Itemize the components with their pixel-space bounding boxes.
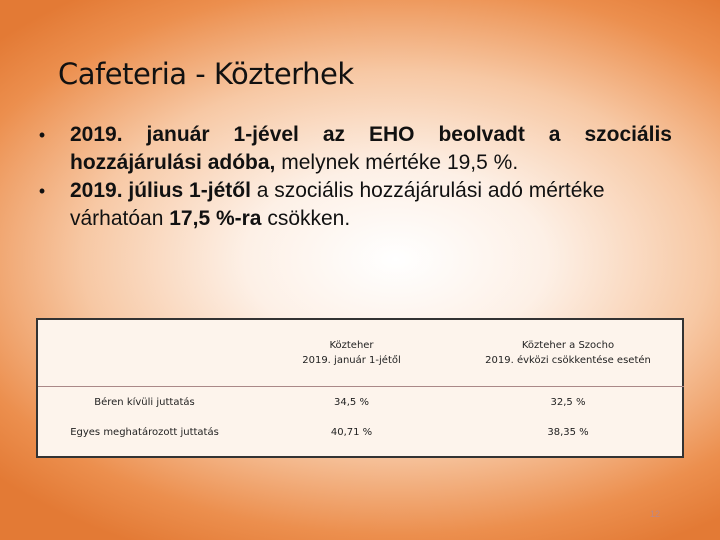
table-row <box>38 417 684 447</box>
page-number: 12 <box>650 509 661 519</box>
table-header-szocho <box>452 320 684 387</box>
bullet-1-bold: 2019. január 1-jével az EHO beolvadt a szociális hozzájárulási adóba, <box>70 123 672 174</box>
table-header-jan <box>251 320 452 387</box>
cell-value-jan: 40,71 % <box>330 426 373 438</box>
bullet-list <box>32 121 672 233</box>
bullet-2-bold-date: 2019. július 1-jétől <box>70 179 251 202</box>
table-row <box>38 387 684 418</box>
header-jan-line1: Közteher <box>329 340 374 351</box>
bullet-marker: • <box>38 181 46 201</box>
cell-value-jan: 34,5 % <box>334 396 369 408</box>
cell-value-szocho: 38,35 % <box>547 426 589 438</box>
cell-value-szocho: 32,5 % <box>550 396 586 408</box>
table-header-row <box>38 320 684 387</box>
header-jan-line2: 2019. január 1-jétől <box>302 355 401 366</box>
bullet-marker: • <box>38 125 46 145</box>
bullet-2-tail: csökken. <box>261 207 351 230</box>
table-header-empty <box>38 320 251 387</box>
row-label: Egyes meghatározott juttatás <box>70 426 219 438</box>
bullet-1-text: melynek mértéke 19,5 %. <box>275 151 519 174</box>
tax-table-frame <box>36 318 684 458</box>
bullet-text-1 <box>70 121 672 177</box>
bullet-2-text: a szociális hozzájárulási adó mértéke várhatóan <box>70 179 605 230</box>
bullet-2-bold-rate: 17,5 %-ra <box>169 207 262 230</box>
slide-title: Cafeteria - Közterhek <box>58 57 354 91</box>
bullet-item-2 <box>32 177 672 233</box>
header-szocho-line1: Közteher a Szocho <box>521 340 615 351</box>
bullet-text-2 <box>70 177 672 233</box>
bullet-item-1 <box>32 121 672 177</box>
header-szocho-line2: 2019. évközi csökkentése esetén <box>485 355 651 366</box>
tax-table <box>38 320 684 447</box>
row-label: Béren kívüli juttatás <box>94 396 195 408</box>
